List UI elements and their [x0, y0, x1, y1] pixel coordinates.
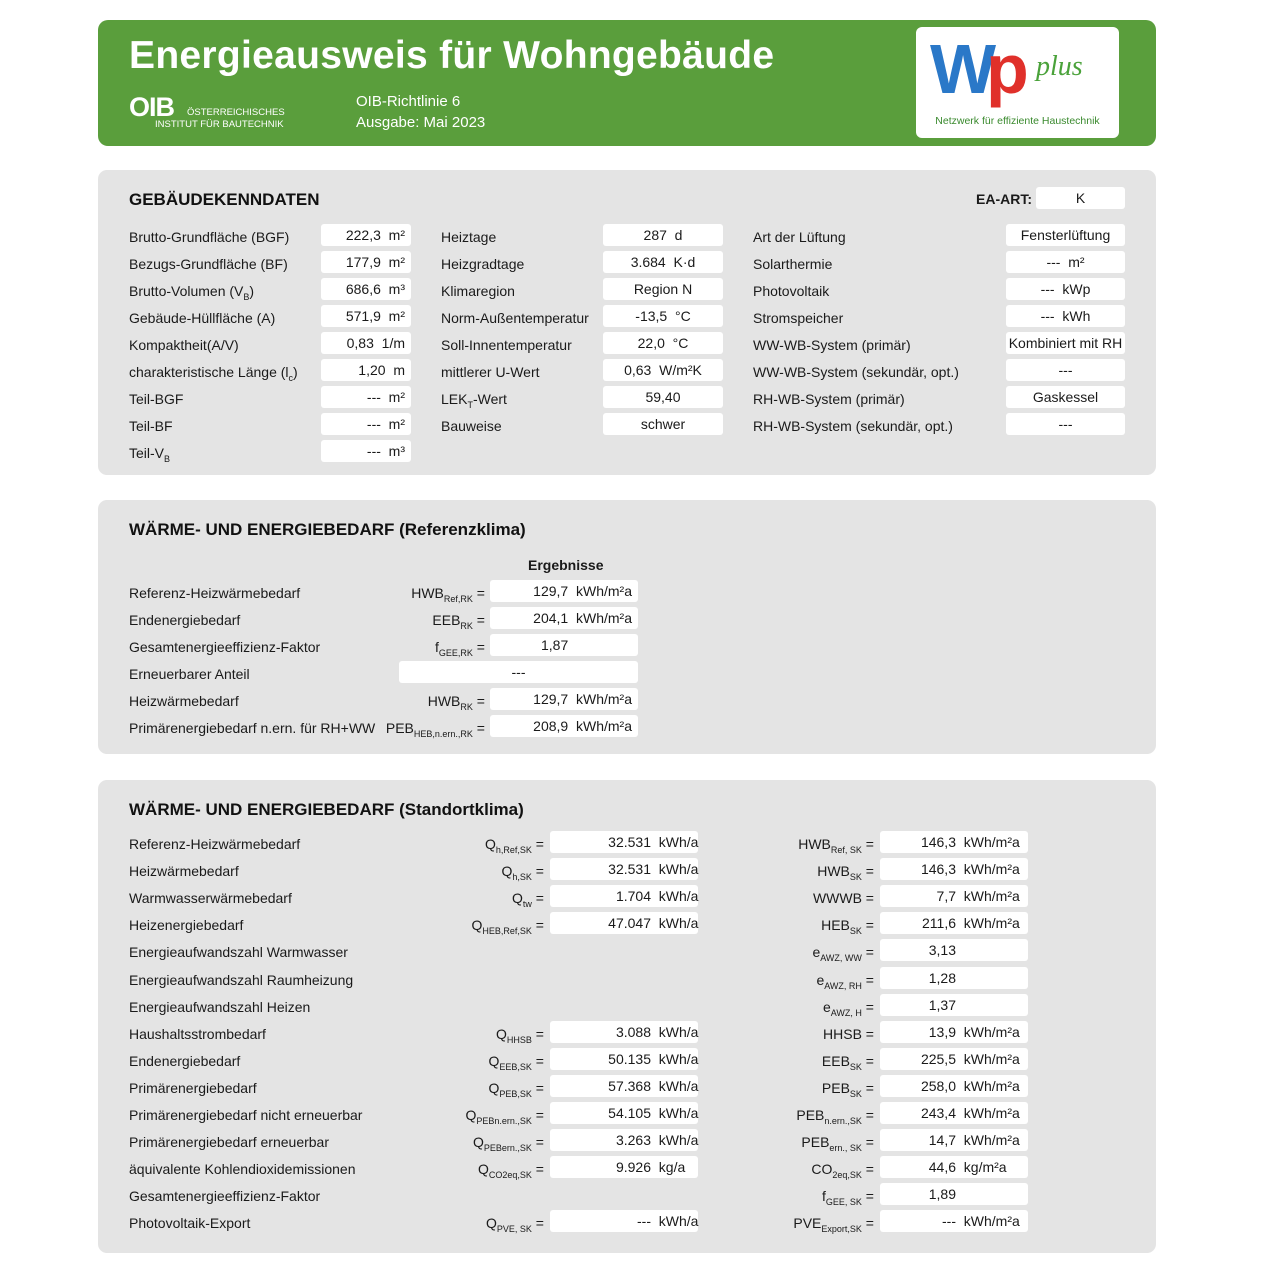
building-value: --- [1006, 413, 1125, 435]
site-s-value: 44,6 kg/m²a [880, 1156, 1028, 1178]
building-label: Teil-$V_B$ [129, 445, 171, 464]
site-s-symbol: $CO_{2eq,SK}$ = [811, 1161, 874, 1180]
reference-label: Endenergiebedarf [129, 612, 241, 628]
wp-plus-logo-icon [930, 33, 1106, 113]
site-s-value: 243,4 kWh/m²a [880, 1102, 1028, 1124]
site-s-value: 258,0 kWh/m²a [880, 1075, 1028, 1097]
building-value: -13,5 °C [603, 305, 723, 327]
building-label: Art der Lüftung [753, 229, 846, 245]
building-value: 22,0 °C [603, 332, 723, 354]
brand-tagline: Netzwerk für effiziente Haustechnik [935, 115, 1100, 127]
site-q-value: 3.088 kWh/a [550, 1021, 698, 1043]
building-label: $LEK_T$-Wert [441, 391, 507, 410]
site-climate-title: WÄRME- UND ENERGIEBEDARF (Standortklima) [129, 800, 524, 819]
building-label: mittlerer U-Wert [441, 364, 540, 380]
building-label: RH-WB-System (sekundär, opt.) [753, 418, 953, 434]
site-q-value: 9.926 kg/a [550, 1156, 698, 1178]
site-s-symbol: $PVE_{Export,SK}$ = [793, 1215, 874, 1234]
building-value: Region N [603, 278, 723, 300]
page-title: Energieausweis für Wohngebäude [129, 34, 775, 77]
building-label: WW-WB-System (primär) [753, 337, 911, 353]
building-label: Soll-Innentemperatur [441, 337, 572, 353]
building-value: --- [1006, 359, 1125, 381]
building-value: --- kWp [1006, 278, 1125, 300]
building-value: 0,83 1/m [321, 332, 411, 354]
reference-value: 129,7 kWh/m²a [490, 688, 638, 710]
site-s-value: 225,5 kWh/m²a [880, 1048, 1028, 1070]
site-q-value: 32.531 kWh/a [550, 858, 698, 880]
building-value: Gaskessel [1006, 386, 1125, 408]
building-data-title: GEBÄUDEKENNDATEN [129, 190, 320, 209]
site-s-value: --- kWh/m²a [880, 1210, 1028, 1232]
guideline-name: OIB-Richtlinie 6 [356, 93, 461, 110]
site-q-symbol: $Q_{EEB,SK}$ = [488, 1053, 544, 1072]
oib-logo-mark: OIB [129, 92, 175, 122]
site-s-value: 3,13 [880, 939, 1028, 961]
building-label: RH-WB-System (primär) [753, 391, 905, 407]
site-q-symbol: $Q_{h,SK}$ = [501, 863, 544, 882]
site-s-symbol: $PEB_{n.ern.,SK}$ = [796, 1107, 874, 1126]
site-s-symbol: $e_{AWZ, H}$ = [822, 999, 874, 1018]
building-value: Kombiniert mit RH [1006, 332, 1125, 354]
site-q-symbol: $Q_{tw}$ = [512, 890, 544, 909]
site-q-symbol: $Q_{PEB,SK}$ = [488, 1080, 544, 1099]
building-value: --- m² [1006, 251, 1125, 273]
building-value: 222,3 m² [321, 224, 411, 246]
reference-label: Erneuerbarer Anteil [129, 666, 250, 682]
site-s-value: 1,28 [880, 967, 1028, 989]
site-label: Gesamtenergieeffizienz-Faktor [129, 1188, 321, 1204]
building-label: Kompaktheit(A/V) [129, 337, 239, 353]
reference-climate-panel [98, 500, 1156, 754]
svg-text:plus: plus [1036, 51, 1083, 82]
building-label: Teil-BF [129, 418, 173, 434]
site-label: Primärenergiebedarf nicht erneuerbar [129, 1107, 363, 1123]
reference-value: 204,1 kWh/m²a [490, 607, 638, 629]
guideline-edition: Ausgabe: Mai 2023 [356, 114, 486, 131]
building-value: 287 d [603, 224, 723, 246]
site-s-symbol: $HEB_{SK}$ = [821, 917, 874, 936]
building-label: Bezugs-Grundfläche (BF) [129, 256, 288, 272]
svg-text:p: p [986, 33, 1029, 108]
building-label: Norm-Außentemperatur [441, 310, 589, 326]
ea-art-value: K [1036, 187, 1125, 209]
building-value: --- kWh [1006, 305, 1125, 327]
site-s-value: 1,37 [880, 994, 1028, 1016]
building-label: Heizgradtage [441, 256, 525, 272]
site-s-value: 13,9 kWh/m²a [880, 1021, 1028, 1043]
building-value: schwer [603, 413, 723, 435]
reference-label: Gesamtenergieeffizienz-Faktor [129, 639, 321, 655]
site-label: Energieaufwandszahl Heizen [129, 999, 311, 1015]
site-q-symbol: $Q_{PVE, SK}$ = [486, 1215, 544, 1234]
site-q-symbol: $Q_{PEBn.ern.,SK}$ = [465, 1107, 544, 1126]
site-label: Primärenergiebedarf erneuerbar [129, 1134, 329, 1150]
building-label: Photovoltaik [753, 283, 830, 299]
building-value: 59,40 [603, 386, 723, 408]
reference-symbol: $EEB_{RK}$ = [432, 612, 485, 631]
reference-label: Heizwärmebedarf [129, 693, 239, 709]
site-s-symbol: $PEB_{ern., SK}$ = [801, 1134, 874, 1153]
site-s-symbol: $e_{AWZ, WW}$ = [812, 944, 874, 963]
building-label: WW-WB-System (sekundär, opt.) [753, 364, 959, 380]
building-value: Fensterlüftung [1006, 224, 1125, 246]
oib-logo-line2: INSTITUT FÜR BAUTECHNIK [155, 119, 284, 130]
site-label: Referenz-Heizwärmebedarf [129, 836, 301, 852]
site-q-value: 47.047 kWh/a [550, 912, 698, 934]
site-s-symbol: $e_{AWZ, RH}$ = [816, 972, 874, 991]
site-s-symbol: WWWB = [812, 890, 874, 906]
site-label: Haushaltsstrombedarf [129, 1026, 266, 1042]
building-label: Brutto-Volumen $(V_B)$ [129, 283, 255, 302]
oib-logo-line1: ÖSTERREICHISCHES [187, 107, 285, 118]
site-s-value: 146,3 kWh/m²a [880, 858, 1028, 880]
reference-value: 129,7 kWh/m²a [490, 580, 638, 602]
site-label: Heizenergiebedarf [129, 917, 244, 933]
reference-symbol: $HWB_{RK}$ = [427, 693, 485, 712]
building-label: Gebäude-Hüllfläche (A) [129, 310, 276, 326]
site-label: Warmwasserwärmebedarf [129, 890, 292, 906]
site-q-symbol: $Q_{HEB,Ref,SK}$ = [471, 917, 544, 936]
reference-value: --- [399, 661, 638, 683]
building-label: Stromspeicher [753, 310, 844, 326]
building-value: 686,6 m³ [321, 278, 411, 300]
building-value: 3.684 K·d [603, 251, 723, 273]
reference-symbol: $PEB_{HEB,n.ern.,RK}$ = [385, 720, 485, 739]
site-s-value: 1,89 [880, 1183, 1028, 1205]
building-label: Teil-BGF [129, 391, 184, 407]
building-value: 571,9 m² [321, 305, 411, 327]
site-s-value: 211,6 kWh/m²a [880, 912, 1028, 934]
site-s-symbol: $f_{GEE, SK}$ = [822, 1188, 874, 1207]
reference-label: Referenz-Heizwärmebedarf [129, 585, 301, 601]
site-s-symbol: $PEB_{SK}$ = [821, 1080, 874, 1099]
reference-value: 208,9 kWh/m²a [490, 715, 638, 737]
site-label: Primärenergiebedarf [129, 1080, 257, 1096]
site-q-value: 50.135 kWh/a [550, 1048, 698, 1070]
site-label: Heizwärmebedarf [129, 863, 239, 879]
site-q-value: 32.531 kWh/a [550, 831, 698, 853]
oib-logo [129, 92, 285, 130]
building-label: Bauweise [441, 418, 502, 434]
header-banner [98, 20, 1156, 146]
site-s-symbol: $EEB_{SK}$ = [821, 1053, 874, 1072]
guideline-info [356, 91, 485, 133]
site-s-symbol: HHSB = [823, 1026, 874, 1042]
site-label: Energieaufwandszahl Raumheizung [129, 972, 354, 988]
site-q-value: 54.105 kWh/a [550, 1102, 698, 1124]
site-q-symbol: $Q_{HHSB}$ = [496, 1026, 544, 1045]
building-value: --- m² [321, 413, 411, 435]
building-value: 1,20 m [321, 359, 411, 381]
site-q-value: 57.368 kWh/a [550, 1075, 698, 1097]
site-s-symbol: $HWB_{SK}$ = [817, 863, 874, 882]
reference-value: 1,87 [490, 634, 638, 656]
site-q-symbol: $Q_{PEBern.,SK}$ = [473, 1134, 544, 1153]
building-label: charakteristische Länge $(l_c)$ [129, 364, 298, 383]
reference-label: Primärenergiebedarf n.ern. für RH+WW [129, 720, 376, 736]
site-label: äquivalente Kohlendioxidemissionen [129, 1161, 356, 1177]
building-label: Brutto-Grundfläche (BGF) [129, 229, 290, 245]
site-q-symbol: $Q_{CO2eq,SK}$ = [478, 1161, 544, 1180]
building-label: Klimaregion [441, 283, 515, 299]
building-label: Solarthermie [753, 256, 833, 272]
site-label: Energieaufwandszahl Warmwasser [129, 944, 348, 960]
building-value: --- m³ [321, 440, 411, 462]
building-label: Heiztage [441, 229, 497, 245]
ea-art-label: EA-ART: [976, 191, 1032, 207]
site-s-value: 14,7 kWh/m²a [880, 1129, 1028, 1151]
site-q-value: 1.704 kWh/a [550, 885, 698, 907]
site-q-symbol: $Q_{h,Ref,SK}$ = [485, 836, 544, 855]
site-climate-panel [98, 780, 1156, 1253]
site-s-value: 7,7 kWh/m²a [880, 885, 1028, 907]
building-value: --- m² [321, 386, 411, 408]
site-s-value: 146,3 kWh/m²a [880, 831, 1028, 853]
reference-climate-title: WÄRME- UND ENERGIEBEDARF (Referenzklima) [129, 520, 526, 539]
reference-symbol: $f_{GEE,RK}$ = [435, 639, 485, 658]
site-label: Endenergiebedarf [129, 1053, 241, 1069]
site-label: Photovoltaik-Export [129, 1215, 251, 1231]
results-header: Ergebnisse [528, 557, 604, 573]
building-value: 177,9 m² [321, 251, 411, 273]
site-s-symbol: $HWB_{Ref, SK}$ = [798, 836, 874, 855]
building-data-panel [98, 170, 1156, 475]
site-q-value: --- kWh/a [550, 1210, 698, 1232]
brand-logo-box [916, 27, 1119, 138]
building-value: 0,63 W/m²K [603, 359, 723, 381]
reference-symbol: $HWB_{Ref,RK}$ = [411, 585, 485, 604]
site-q-value: 3.263 kWh/a [550, 1129, 698, 1151]
svg-text:W: W [930, 33, 991, 108]
